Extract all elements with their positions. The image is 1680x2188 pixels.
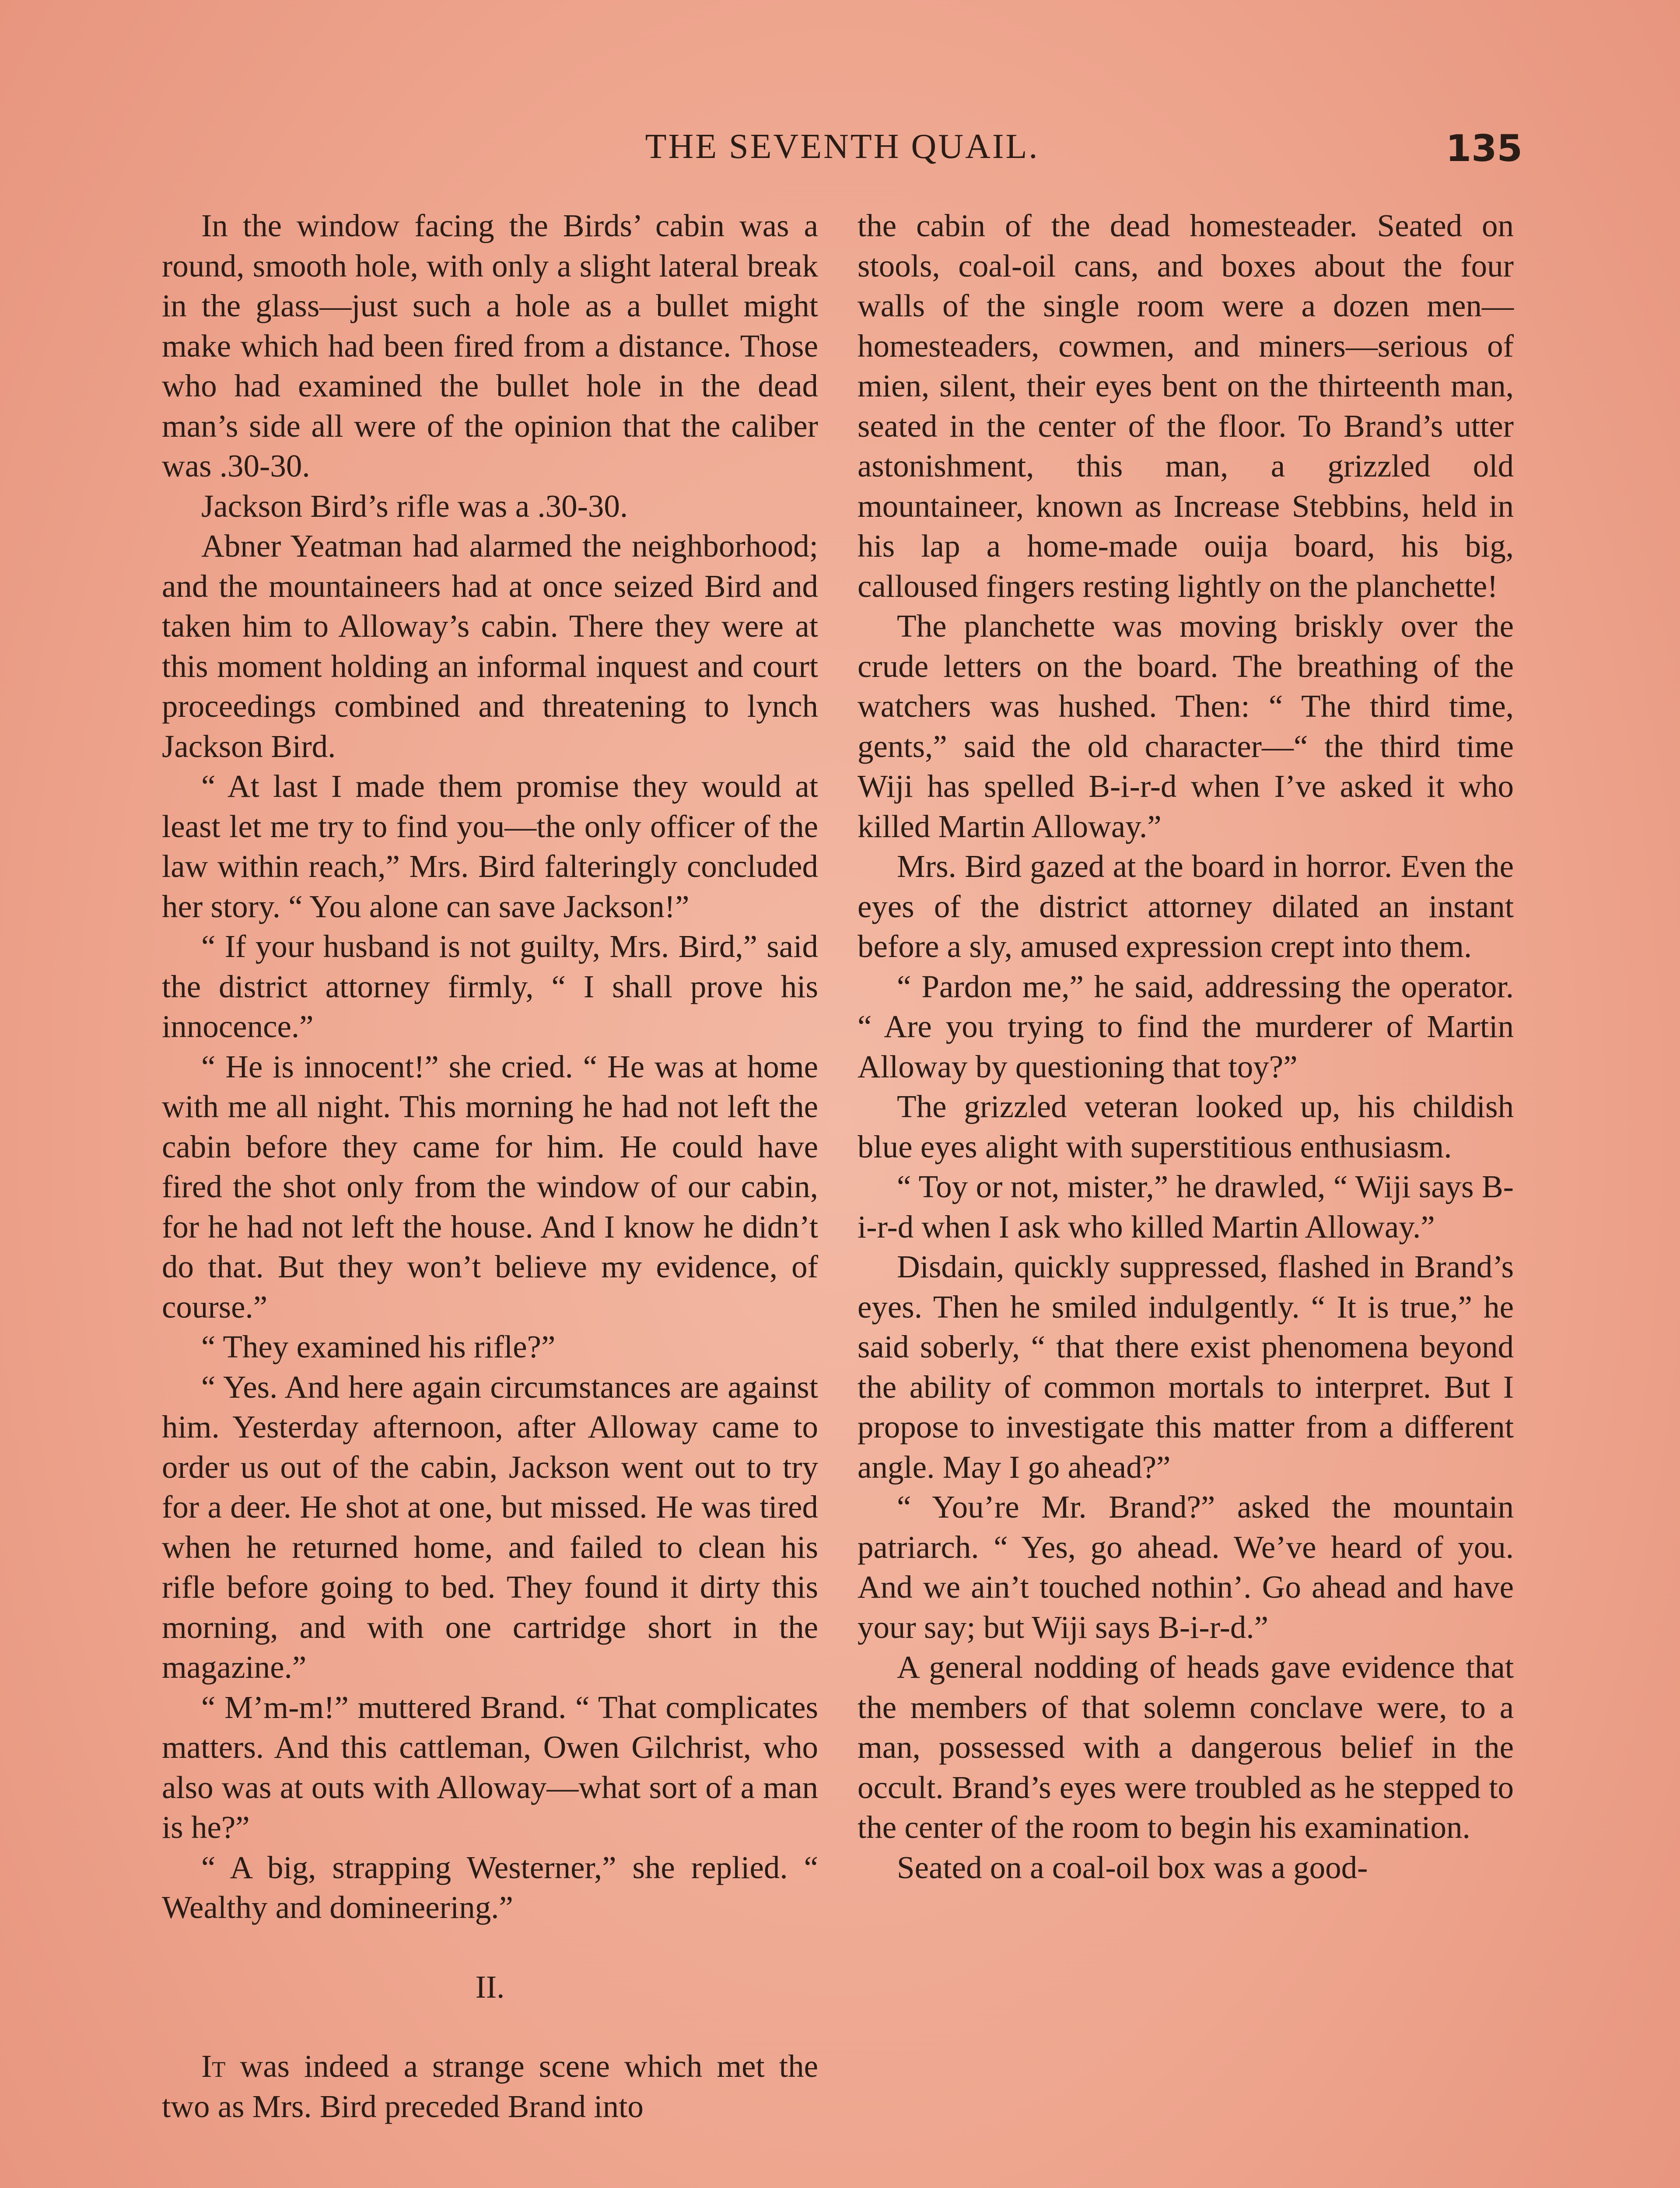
paragraph: “ At last I made them promise they would at least let me try to find you—the only officer of the law within reach,” Mrs. Bird falteringly concluded her story. “ You alone can save Jackson!” — [162, 768, 818, 924]
paragraph: In the window facing the Birds’ cabin was a round, smooth hole, with only a slight lateral break in the glass—just such a hole as a bullet might make which had been fired from a distance. Those who had examined the bullet hole in the dead man’s side all were of the opinion that the caliber was .30-30. — [162, 208, 818, 484]
lead-rest: was indeed a strange scene which met the two as Mrs. Bird preceded Brand into — [162, 2048, 818, 2124]
paragraph: Disdain, quickly suppressed, flashed in Brand’s eyes. Then he smiled indulgently. “ It is true,” he said soberly, “ that there exist phenomena beyond the ability of common mortals to interpret. But I propose to investigate this matter from a different angle. May I go ahead?” — [858, 1249, 1514, 1485]
section-heading: II. — [475, 1969, 505, 2005]
right-column — [858, 206, 1514, 1887]
paragraph: “ They examined his rifle?” — [201, 1329, 556, 1364]
paragraph: Mrs. Bird gazed at the board in horror. Even the eyes of the district attorney dilated an instant before a sly, amused expression crept into them. — [858, 849, 1514, 964]
paragraph: “ You’re Mr. Brand?” asked the mountain patriarch. “ Yes, go ahead. We’ve heard of you. And we ain’t touched nothin’. Go ahead and have your say; but Wiji says B-i-r-d.” — [858, 1489, 1514, 1645]
smallcaps-lead: It — [201, 2048, 226, 2084]
left-column — [162, 206, 818, 2126]
page-number: 135 — [1446, 127, 1522, 170]
paragraph: “ He is innocent!” she cried. “ He was at home with me all night. This morning he had not left the cabin before they came for him. He could have fired the shot only from the window of our cabin, for he had not left the house. And I know he didn’t do that. But they won’t believe my evidence, of course.” — [162, 1048, 818, 1325]
paragraph: The grizzled veteran looked up, his childish blue eyes alight with superstitious enthusiasm. — [858, 1089, 1514, 1164]
paragraph: the cabin of the dead homesteader. Seated on stools, coal-oil cans, and boxes about the four walls of the single room were a dozen men—homesteaders, cowmen, and miners—serious of mien, silent, their eyes bent on the thirteenth man, seated in the center of the floor. To Brand’s utter astonishment, this man, a grizzled old mountaineer, known as Increase Stebbins, held in his lap a home-made ouija board, his big, calloused fingers resting lightly on the planchette! — [858, 208, 1514, 604]
paragraph: The planchette was moving briskly over the crude letters on the board. The breathing of the watchers was hushed. Then: “ The third time, gents,” said the old character—“ the third time Wiji has spelled B-i-r-d when I’ve asked it who killed Martin Alloway.” — [858, 608, 1514, 844]
paragraph: “ A big, strapping Westerner,” she replied. “ Wealthy and domineering.” — [162, 1849, 818, 1925]
paragraph: A general nodding of heads gave evidence that the members of that solemn conclave were, to a man, possessed with a dangerous belief in the occult. Brand’s eyes were troubled as he stepped to the center of the room to begin his examination. — [858, 1649, 1514, 1845]
running-head — [162, 127, 1522, 175]
paragraph: “ Yes. And here again circumstances are against him. Yesterday afternoon, after Alloway came to order us out of the cabin, Jackson went out to try for a deer. He shot at one, but missed. He was tired when he returned home, and failed to clean his rifle before going to bed. They found it dirty this morning, and with one cartridge short in the magazine.” — [162, 1369, 818, 1685]
paragraph: “ M’m-m!” muttered Brand. “ That complicates matters. And this cattleman, Owen Gilchrist, who also was at outs with Alloway—what sort of a man is he?” — [162, 1689, 818, 1845]
paragraph: Abner Yeatman had alarmed the neighborhood; and the mountaineers had at once seized Bird and taken him to Alloway’s cabin. There they were at this moment holding an informal inquest and court proceedings combined and threatening to lynch Jackson Bird. — [162, 528, 818, 764]
paragraph: Jackson Bird’s rifle was a .30-30. — [201, 488, 628, 524]
paragraph: “ If your husband is not guilty, Mrs. Bird,” said the district attorney firmly, “ I shall prove his innocence.” — [162, 929, 818, 1044]
paragraph: Seated on a coal-oil box was a good- — [897, 1849, 1368, 1885]
paragraph: “ Pardon me,” he said, addressing the operator. “ Are you trying to find the murderer of Martin Alloway by questioning that toy?” — [858, 968, 1514, 1084]
paragraph: “ Toy or not, mister,” he drawled, “ Wiji says B-i-r-d when I ask who killed Martin Alloway.” — [858, 1169, 1514, 1245]
running-title: THE SEVENTH QUAIL. — [645, 127, 1040, 166]
section-lead-paragraph — [162, 2046, 818, 2126]
